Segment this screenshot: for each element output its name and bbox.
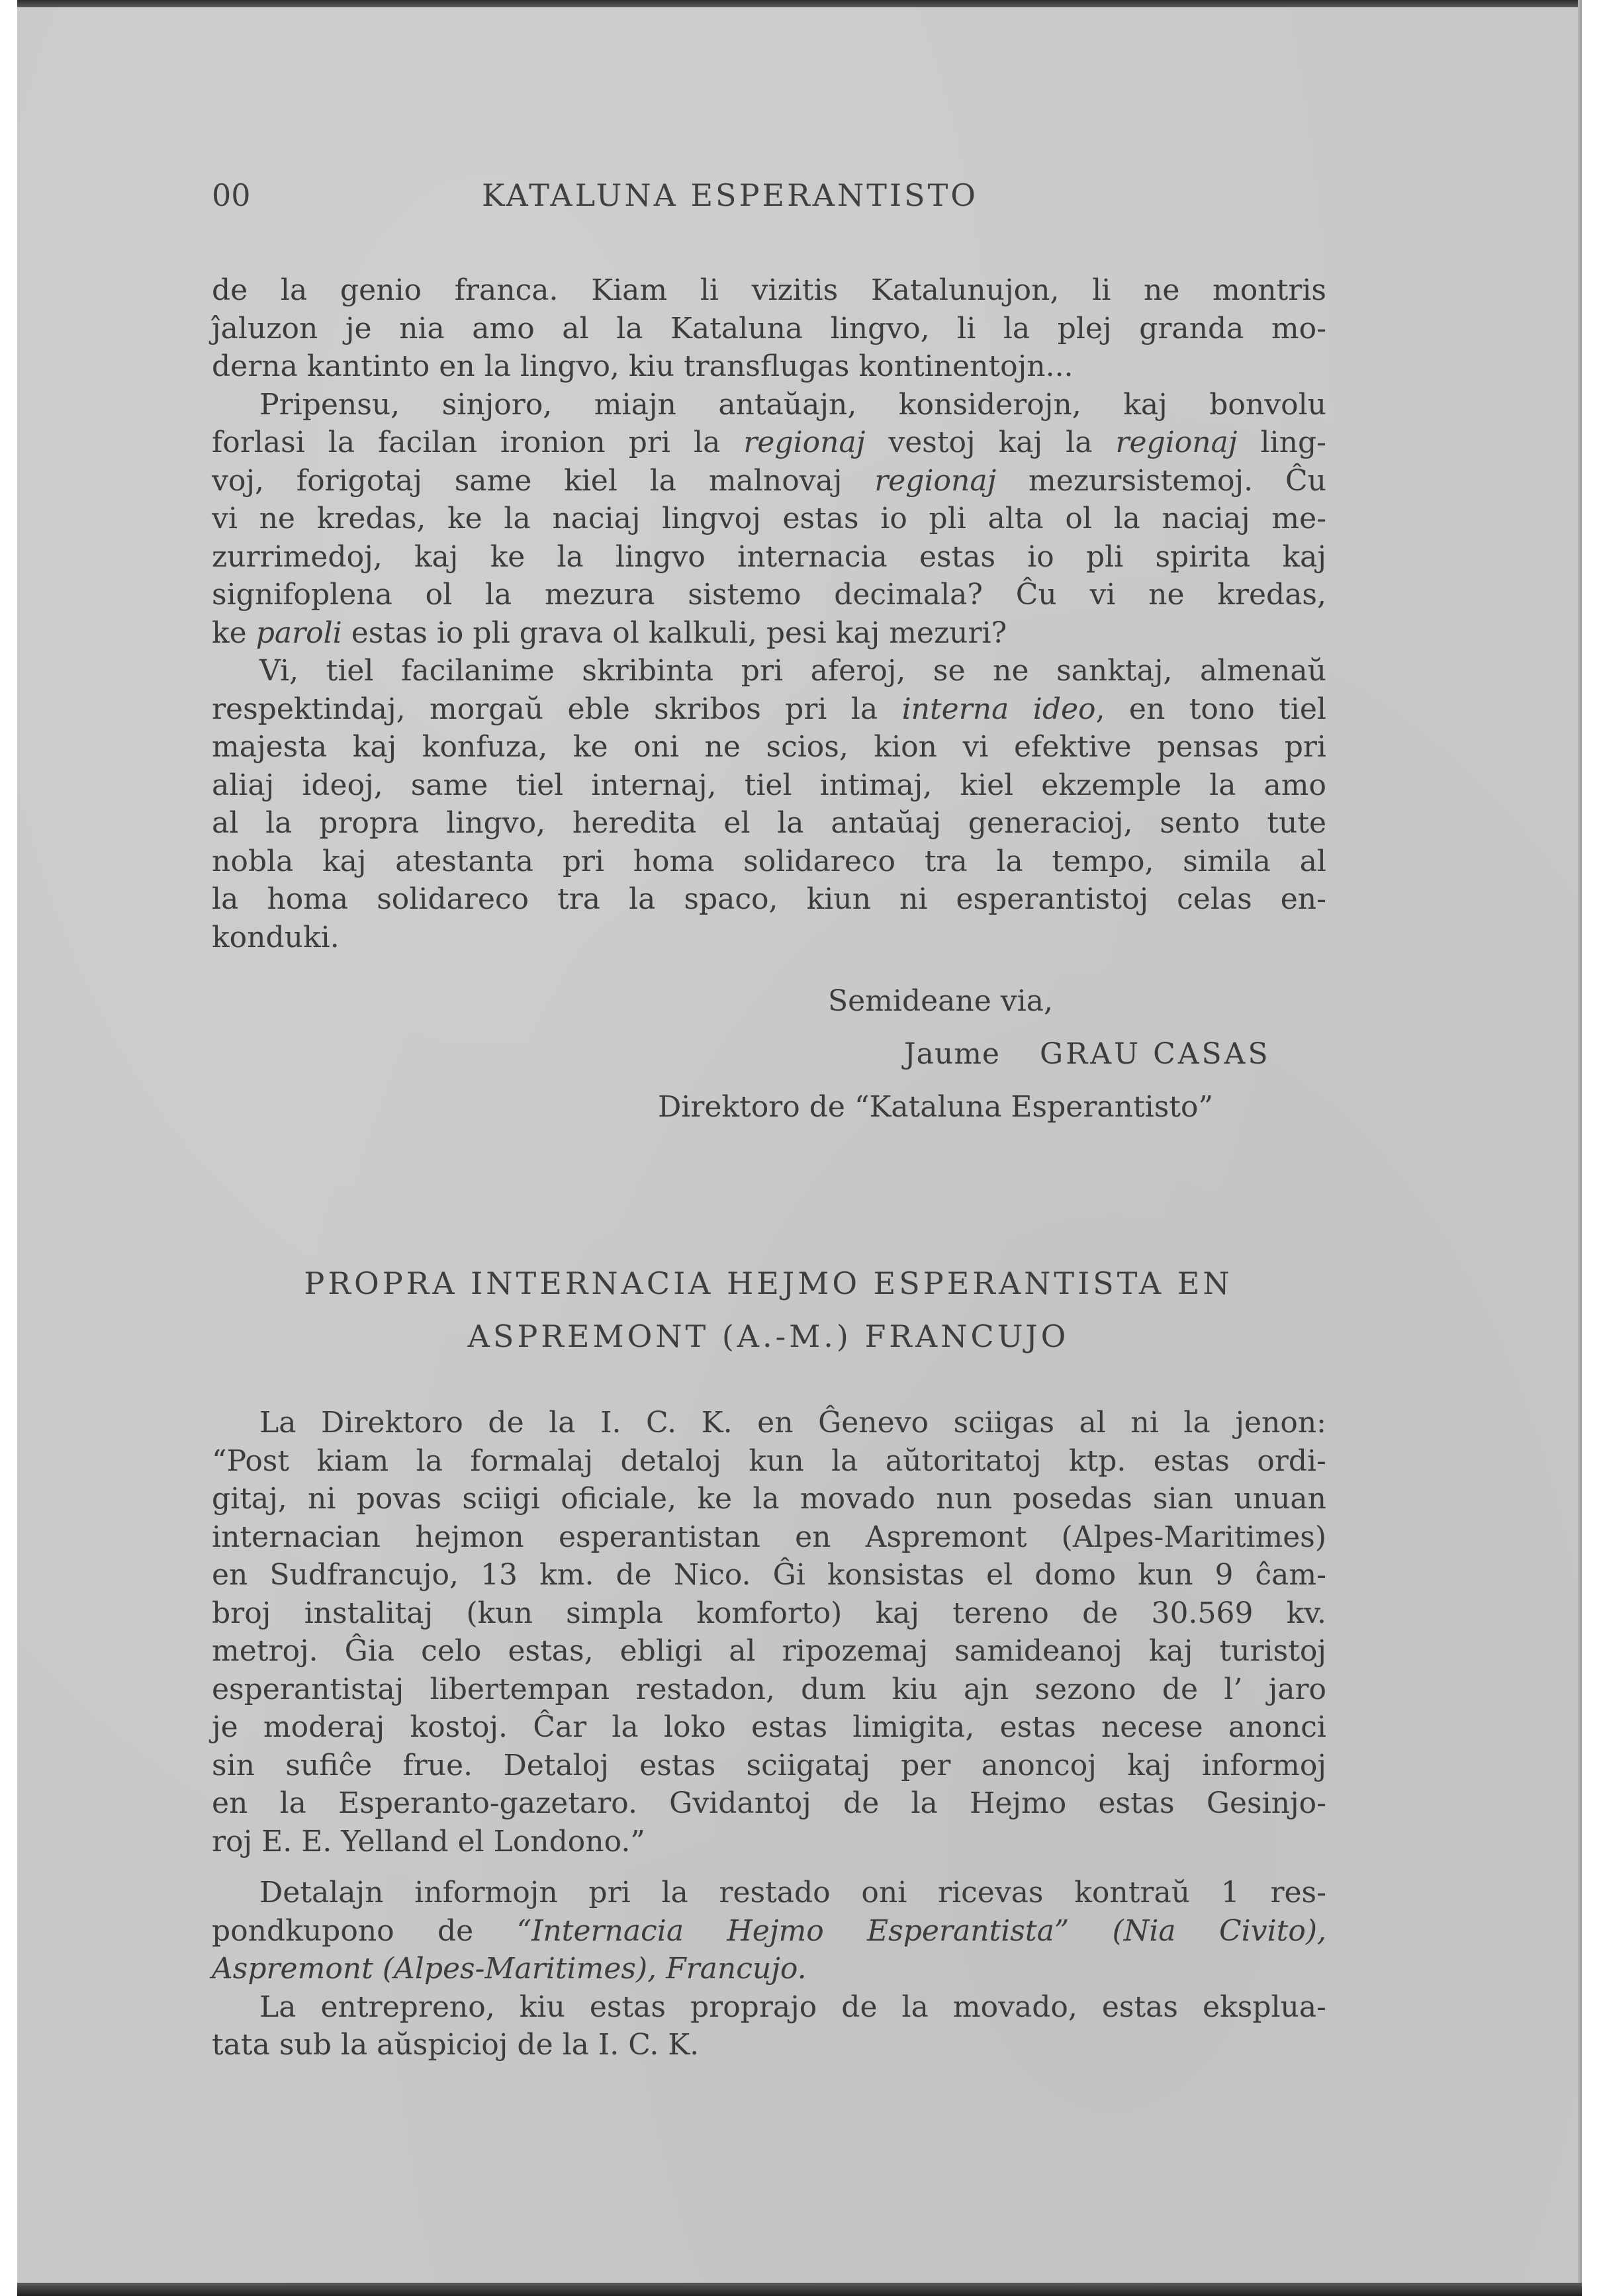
text-run: al la propra lingvo, heredita el la antaŭaj generacioj, sento tute: [212, 806, 1326, 840]
text-run: zurrimedoj, kaj ke la lingvo internacia estas io pli spirita kaj: [212, 539, 1326, 574]
page-right-edge: [1578, 0, 1582, 2296]
text-line: [212, 1632, 1326, 1671]
text-line: [212, 2026, 1326, 2064]
text-run: signifoplena ol la mezura sistemo decimala? Ĉu vi ne kredas,: [212, 578, 1326, 612]
text-run: nobla kaj atestanta pri homa solidareco tra la tempo, simila al: [212, 844, 1326, 878]
text-line: [212, 1556, 1326, 1594]
paragraph: [196, 271, 1326, 386]
text-run: konduki.: [212, 920, 340, 954]
paragraph: [196, 1404, 1326, 1860]
text-run: mezursistemoj. Ĉu: [996, 463, 1326, 498]
text-run: pondkupono de: [212, 1913, 517, 1948]
text-line: [212, 1442, 1326, 1481]
text-run: , en tono tiel: [1095, 692, 1326, 726]
text-run: roj E. E. Yelland el Londono.”: [212, 1824, 645, 1859]
italic-text: Aspremont (Alpes-Maritimes), Francujo.: [212, 1952, 807, 1986]
page-content: [196, 177, 1326, 2064]
text-line: [212, 766, 1326, 805]
text-line: [212, 804, 1326, 843]
text-run: metroj. Ĝia celo estas, ebligi al ripozemaj samideanoj kaj turistoj: [212, 1634, 1326, 1668]
text-run: La Direktoro de la I. C. K. en Ĝenevo sciigas al ni la jenon:: [259, 1406, 1326, 1440]
signature-block: [196, 984, 1321, 1143]
text-line: [212, 424, 1326, 462]
text-run: aliaj ideoj, same tiel internaj, tiel intimaj, kiel ekzemple la amo: [212, 768, 1326, 802]
text-run: forlasi la facilan ironion pri la: [212, 426, 744, 459]
text-line: [212, 1784, 1326, 1823]
article-title: [196, 1257, 1341, 1363]
text-run: Detalajn informojn pri la restado oni ricevas kontraŭ 1 res-: [259, 1876, 1326, 1909]
text-line: [212, 500, 1326, 538]
letter-body: [196, 271, 1326, 956]
text-run: broj instalitaj (kun simpla komforto) kaj tereno de 30.569 kv.: [212, 1596, 1326, 1630]
text-run: gitaj, ni povas sciigi oficiale, ke la movado nun posedas sian unuan: [212, 1482, 1326, 1516]
text-line: [212, 880, 1326, 919]
text-line: [212, 1747, 1326, 1785]
article-body: [196, 1404, 1326, 2064]
italic-text: regionaj: [874, 463, 997, 498]
text-line: [259, 652, 1326, 690]
italic-text: paroli: [255, 616, 342, 650]
text-line: [259, 386, 1326, 424]
text-run: esperantistaj libertempan restadon, dum kiu ajn sezono de l’ jaro: [212, 1672, 1326, 1706]
text-line: [212, 1708, 1326, 1747]
text-run: la homa solidareco tra la spaco, kiun ni esperantistoj celas en-: [212, 882, 1326, 916]
italic-text: “Internacia Hejmo Esperantista”: [516, 1913, 1070, 1948]
article-title-line: PROPRA INTERNACIA HEJMO ESPERANTISTA EN: [304, 1265, 1233, 1301]
text-run: en la Esperanto-gazetaro. Gvidantoj de la Hejmo estas Gesinjo-: [212, 1786, 1326, 1820]
text-run: internacian hejmon esperantistan en Aspremont (Alpes-Maritimes): [212, 1520, 1326, 1554]
text-line: [212, 462, 1326, 500]
text-line: [212, 1823, 1326, 1861]
paragraph-gap: [196, 1860, 1321, 1874]
text-run: je moderaj kostoj. Ĉar la loko estas limigita, estas necese anonci: [212, 1710, 1326, 1744]
italic-text: regionaj: [1115, 426, 1238, 459]
paragraph: [196, 1874, 1326, 1988]
signature-surname: GRAU CASAS: [1039, 1037, 1271, 1071]
italic-text: interna ideo: [901, 692, 1096, 726]
article-title-line: ASPREMONT (A.-M.) FRANCUJO: [467, 1318, 1070, 1354]
text-run: La entrepreno, kiu estas proprajo de la movado, estas ekspluа-: [259, 1990, 1326, 2024]
signature-name: [904, 1037, 1321, 1090]
running-head: [196, 177, 1321, 230]
text-run: derna kantinto en la lingvo, kiu transflugas kontinentojn...: [212, 349, 1074, 383]
text-run: estas io pli grava ol kalkuli, pesi kaj mezuri?: [342, 616, 1007, 650]
signature-greeting: Semideane via,: [828, 984, 1053, 1018]
page-bottom-edge: [17, 2283, 1582, 2296]
text-line: [212, 1594, 1326, 1633]
text-run: ling-: [1237, 426, 1326, 459]
signature-role: Direktoro de “Kataluna Esperantisto”: [658, 1090, 1213, 1124]
text-run: majesta kaj konfuza, ke oni ne scios, kion vi efektive pensas pri: [212, 730, 1326, 764]
text-line: [212, 538, 1326, 576]
text-run: vestoj kaj la: [865, 426, 1116, 459]
text-line: [212, 1480, 1326, 1518]
text-line: [212, 614, 1326, 653]
text-run: ĵaluzon je nia amo al la Kataluna lingvo, li la plej granda mo-: [212, 311, 1326, 345]
page-number: 00: [212, 177, 251, 213]
italic-text: (Nia Civito),: [1112, 1913, 1326, 1948]
text-line: [212, 1671, 1326, 1709]
text-line: [212, 1518, 1326, 1557]
text-line: [212, 1950, 1326, 1988]
text-line: [212, 843, 1326, 881]
text-run: ke: [212, 616, 256, 650]
text-run: vi ne kredas, ke la naciaj lingvoj estas io pli alta ol la naciaj me-: [212, 502, 1326, 535]
scanned-page: [17, 0, 1582, 2296]
paragraph: [196, 386, 1326, 653]
text-run: de la genio franca. Kiam li vizitis Katalunujon, li ne montris: [212, 273, 1326, 307]
text-run: “Post kiam la formalaj detaloj kun la aŭtoritatoj ktp. estas ordi-: [212, 1444, 1326, 1478]
paragraph: [196, 652, 1326, 956]
italic-text: regionaj: [743, 426, 866, 459]
paragraph: [196, 1988, 1326, 2064]
text-run: Vi, tiel facilanime skribinta pri aferoj, se ne sanktaj, almenaŭ: [259, 654, 1326, 688]
text-line: [212, 919, 1326, 957]
text-run: Pripensu, sinjoro, miajn antaŭajn, konsiderojn, kaj bonvolu: [259, 387, 1326, 422]
text-line: [212, 576, 1326, 614]
text-line: [259, 1404, 1326, 1442]
text-line: [212, 271, 1326, 310]
text-line: [212, 310, 1326, 348]
signature-first-name: Jaume: [904, 1037, 1000, 1071]
text-line: [212, 690, 1326, 729]
text-run: tata sub la aŭspicioj de la I. C. K.: [212, 2028, 700, 2062]
page-top-edge: [17, 0, 1582, 7]
text-line: [212, 1912, 1326, 1951]
text-line: [259, 1874, 1326, 1912]
text-line: [212, 728, 1326, 766]
text-line: [212, 347, 1326, 386]
text-run: sin sufiĉe frue. Detaloj estas sciigataj per anoncoj kaj informoj: [212, 1748, 1326, 1782]
text-run: en Sudfrancujo, 13 km. de Nico. Ĝi konsistas el domo kun 9 ĉam-: [212, 1558, 1326, 1592]
text-run: [1069, 1914, 1112, 1948]
text-line: [259, 1988, 1326, 2027]
text-run: voj, forigotaj same kiel la malnovaj: [212, 463, 875, 498]
text-run: respektindaj, morgaŭ eble skribos pri la: [212, 692, 902, 726]
journal-title: KATALUNA ESPERANTISTO: [482, 177, 978, 213]
